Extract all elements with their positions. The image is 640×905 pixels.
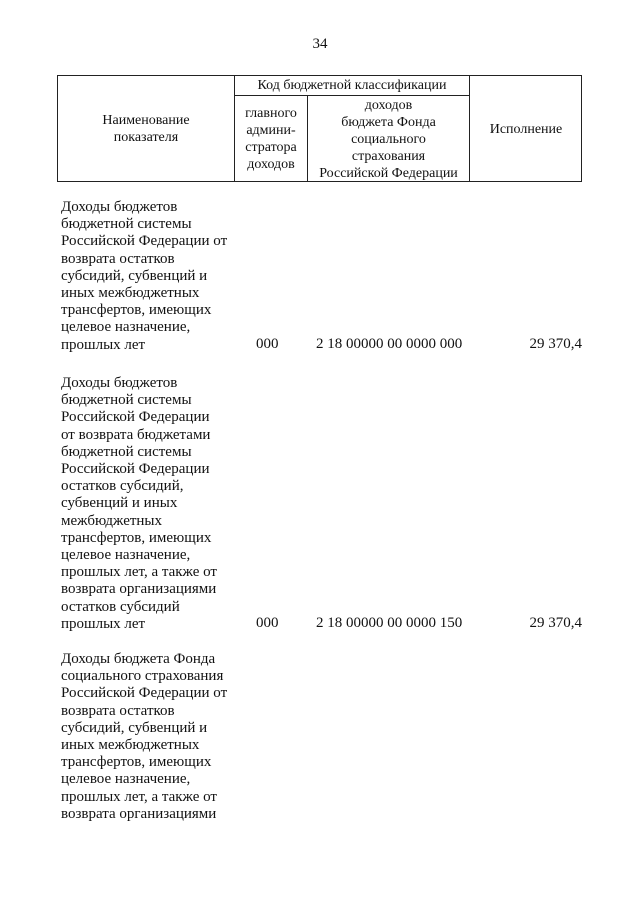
page-number: 34 [312,36,328,52]
table-row [0,375,640,635]
table-header [57,75,582,182]
header-name-column: Наименование показателя [102,113,190,145]
execution-value: 29 370,4 [529,336,582,352]
admin-code: 000 [256,336,279,352]
admin-code: 000 [256,615,279,631]
classification-code: 2 18 00000 00 0000 000 [316,336,463,352]
header-admin-column: главного админи- стратора доходов [245,106,297,172]
header-execution-column: Исполнение [489,121,563,137]
table-row [0,651,640,826]
header-classification-group: Код бюджетной классификации [257,78,447,93]
execution-value: 29 370,4 [529,615,582,631]
classification-code: 2 18 00000 00 0000 150 [316,615,463,631]
indicator-name: Доходы бюджетов бюджетной системы Российской Федерации от возврата бюджетами бюджетной системы Российской Федерации остатков субсидий, субвенций и иных межбюджетных трансфертов, имеющих целевое назначение, прошлых лет, а также от возврата организациями остатков субсидий прошлых лет [61,375,217,632]
header-fund-column: доходов бюджета Фонда социального страхования Российской Федерации [319,97,458,181]
table-row [0,199,640,359]
indicator-name: Доходы бюджета Фонда социального страхования Российской Федерации от возврата остатков субсидий, субвенций и иных межбюджетных трансфертов, имеющих целевое назначение, прошлых лет, а также от возврата организациями [61,651,228,822]
indicator-name: Доходы бюджетов бюджетной системы Российской Федерации от возврата остатков субсидий, субвенций и иных межбюджетных трансфертов, имеющих целевое назначение, прошлых лет [61,199,228,353]
